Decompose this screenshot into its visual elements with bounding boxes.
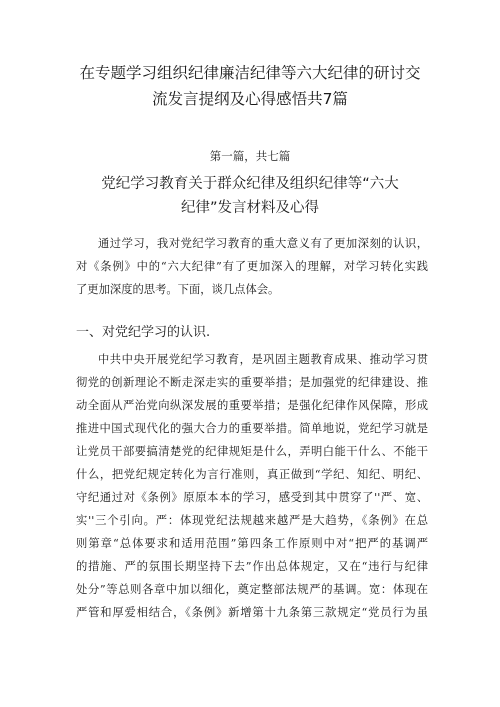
paragraph-line: 让党员干部要搞清楚党的纪律规矩是什么，弄明白能干什么、不能干 [76, 445, 428, 458]
paragraph-line: 实''三个引向。严：体现党纪法规越来越严是大趋势，《条例》在总 [76, 514, 428, 527]
intro-line: 了更加深度的思考。下面，谈几点体会。 [76, 283, 280, 296]
paragraph-line: 推进中国式现代化的强大合力的重要举措。简单地说，党纪学习就是 [76, 422, 428, 435]
paragraph-line: 中共中央开展党纪学习教育，是巩固主题教育成果、推动学习贯 [98, 353, 428, 366]
article-title-line-2: 纪律”发言材料及心得 [180, 200, 319, 216]
paragraph-line: 动全面从严治党向纵深发展的重要举措；是强化纪律作风保障，形成 [76, 399, 428, 412]
document-title-line-1: 在专题学习组织纪律廉洁纪律等六大纪律的研讨交 [79, 64, 421, 82]
intro-line: 对《条例》中的“六大纪律”有了更加深入的理解，对学习转化实践 [76, 260, 428, 273]
section-marker: 第一篇，共七篇 [209, 149, 291, 163]
paragraph-line: 什么，把党纪规定转化为言行准则，真正做到“学纪、知纪、明纪、 [76, 468, 428, 481]
paragraph-line: 的措施、严的氛围长期坚持下去”作出总体规定，又在“违行与纪律 [76, 560, 428, 573]
document-title [40, 60, 460, 112]
paragraph-line: 彻党的创新理论不断走深走实的重要举措；是加强党的纪律建设、推 [76, 376, 428, 389]
article-title [60, 172, 440, 220]
paragraph-line: 严管和厚爱相结合，《条例》新增第十九条第三款规定“党员行为虽 [76, 606, 428, 619]
paragraph-line: 守纪通过对《条例》原原本本的学习，感受到其中贯穿了''严、宽、 [76, 491, 428, 504]
paragraph-line: 则第章“总体要求和适用范围”第四条工作原则中对“把严的基调严 [76, 537, 428, 550]
article-title-line-1: 党纪学习教育关于群众纪律及组织纪律等“六大 [101, 176, 399, 192]
document-title-line-2: 流发言提纲及心得感悟共7篇 [152, 90, 348, 108]
paragraph-line: 处分”等总则各章中加以细化，奠定整部法规严的基调。宽：体现在 [76, 583, 428, 596]
section-heading-1: 一、对党纪学习的认识. [76, 325, 211, 340]
intro-line: 通过学习，我对党纪学习教育的重大意义有了更加深刻的认识， [98, 237, 428, 250]
